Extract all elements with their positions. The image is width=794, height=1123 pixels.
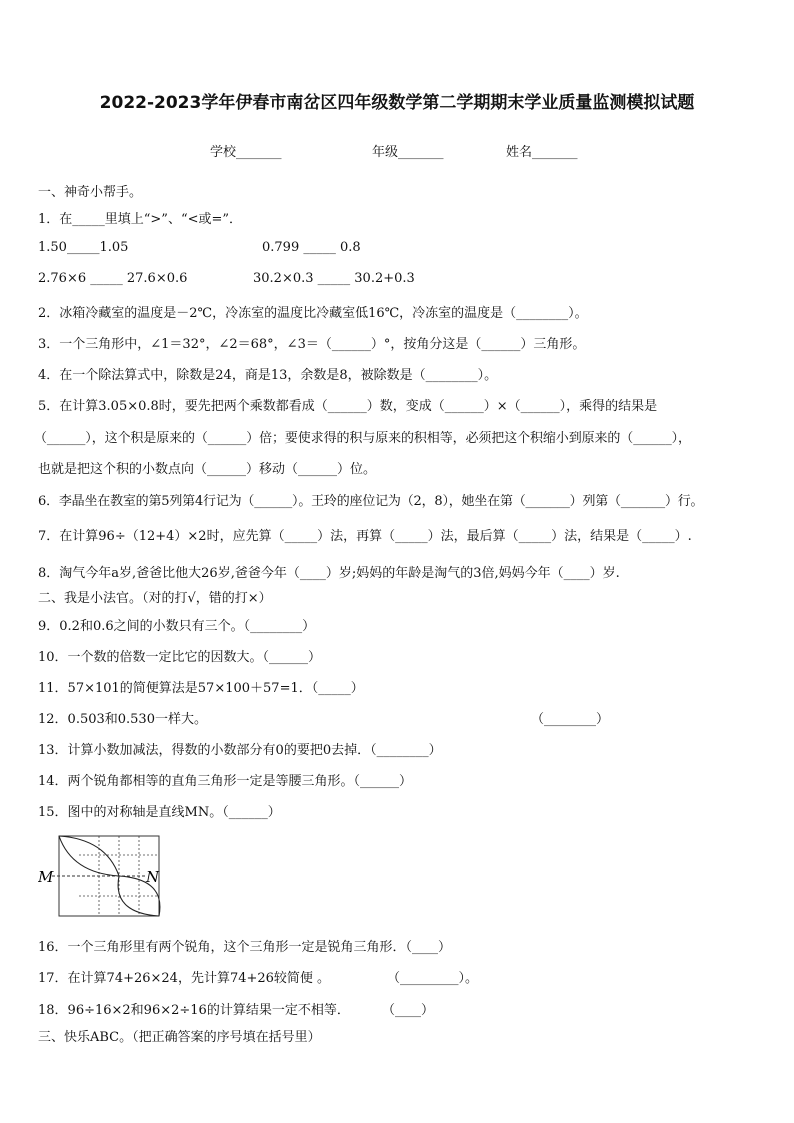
label-m: M	[38, 868, 54, 886]
question-1-c: 2.76×6 _____ 27.6×0.6	[38, 271, 188, 286]
name-field: 姓名_______	[506, 145, 578, 160]
question-2: 2．冰箱冷藏室的温度是－2℃，冷冻室的温度比冷藏室低16℃，冷冻室的温度是（________）。	[38, 306, 588, 321]
section3-heading: 三、快乐ABC。（把正确答案的序号填在括号里）	[38, 1030, 321, 1045]
school-field: 学校_______	[210, 145, 282, 160]
section2-heading: 二、我是小法官。（对的打√，错的打×）	[38, 591, 272, 606]
question-12-blank: （________）	[531, 712, 610, 727]
question-16: 16．一个三角形里有两个锐角，这个三角形一定是锐角三角形．（____）	[38, 940, 452, 955]
question-18-blank: （____）	[382, 1003, 435, 1018]
question-1-a: 1.50_____1.05	[38, 240, 129, 255]
question-1-d: 30.2×0.3 _____ 30.2+0.3	[253, 271, 415, 286]
question-6: 6．李晶坐在教室的第5列第4行记为（______）。王玲的座位记为（2，8），她坐在第（_______）列第（_______）行。	[38, 494, 704, 509]
question-7: 7．在计算96÷（12+4）×2时，应先算（_____）法，再算（_____）法，最后算（_____）法，结果是（_____）.	[38, 529, 692, 544]
question-4: 4．在一个除法算式中，除数是24，商是13，余数是8，被除数是（________）。	[38, 368, 498, 383]
question-14: 14．两个锐角都相等的直角三角形一定是等腰三角形。（______）	[38, 774, 413, 789]
question-12: 12．0.503和0.530一样大。	[38, 712, 207, 727]
question-10: 10．一个数的倍数一定比它的因数大。（______）	[38, 650, 322, 665]
question-18: 18．96÷16×2和96×2÷16的计算结果一定不相等．	[38, 1003, 350, 1018]
question-5-line-2: （______），这个积是原来的（______）倍；要使求得的积与原来的积相等，必须把这个积缩小到原来的（______），	[34, 431, 691, 446]
question-3: 3．一个三角形中，∠1＝32°，∠2＝68°，∠3＝（______）°，按角分这是（______）三角形。	[38, 337, 586, 352]
section1-heading: 一、神奇小帮手。	[38, 185, 143, 200]
question-11: 11．57×101的简便算法是57×100＋57=1．（_____）	[38, 681, 364, 696]
question-9: 9．0.2和0.6之间的小数只有三个。（________）	[38, 619, 316, 634]
grade-field: 年级_______	[372, 145, 444, 160]
question-13: 13．计算小数加减法，得数的小数部分有0的要把0去掉．（________）	[38, 743, 442, 758]
page-title: 2022-2023学年伊春市南岔区四年级数学第二学期期末学业质量监测模拟试题	[99, 93, 695, 113]
question-5-line-1: 5．在计算3.05×0.8时，要先把两个乘数都看成（______）数，变成（______）×（______），乘得的结果是	[38, 399, 658, 414]
grid-figure	[38, 834, 168, 918]
label-n: N	[146, 868, 160, 886]
question-15: 15．图中的对称轴是直线MN。（______）	[38, 805, 281, 820]
question-8: 8．淘气今年a岁,爸爸比他大26岁,爸爸今年（____）岁;妈妈的年龄是淘气的3倍,妈妈今年（____）岁.	[38, 566, 620, 581]
question-5-line-3: 也就是把这个积的小数点向（______）移动（______）位。	[38, 462, 377, 477]
question-1-b: 0.799 _____ 0.8	[262, 240, 361, 255]
question-17-blank: （_________）。	[387, 971, 479, 986]
symmetry-figure	[38, 834, 168, 918]
question-1: 1．在_____里填上“>”、“<或=”．	[38, 212, 243, 227]
question-17: 17．在计算74+26×24，先计算74+26较简便 。	[38, 971, 331, 986]
